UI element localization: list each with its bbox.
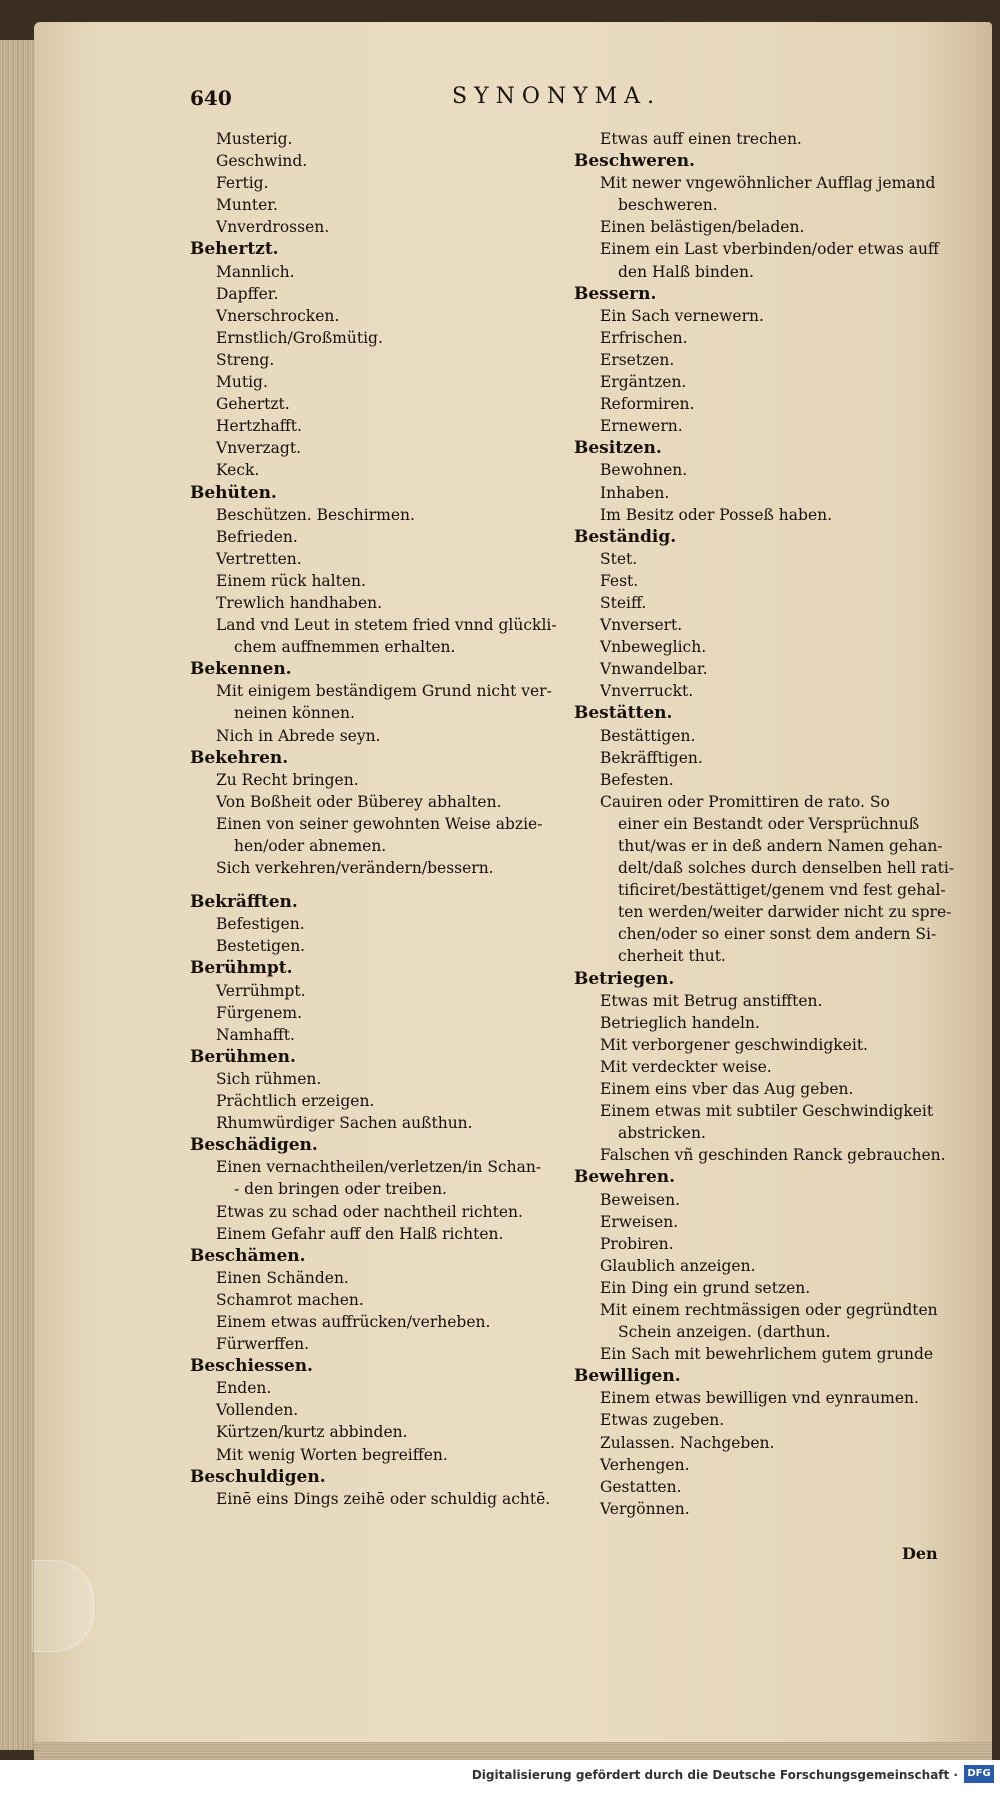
synonym-line: chem auffnemmen erhalten. [234,638,456,657]
synonym-line: Mit wenig Worten begreiffen. [216,1445,448,1464]
synonym-line: Etwas auff einen trechen. [600,130,802,148]
synonym-line: Einen vernachtheilen/verletzen/in Schan- [216,1158,542,1177]
synonym-line: Vnerschrocken. [216,306,340,325]
synonym-line: Einen von seiner gewohnten Weise abzie- [216,814,543,833]
synonym-line: hen/oder abnemen. [234,837,387,855]
headword: Betriegen. [574,968,675,989]
synonym-line: Fürgenem. [216,1003,303,1022]
headword: Berühmen. [190,1046,296,1067]
synonym-line: thut/was er in deß andern Namen gehan- [618,837,943,855]
running-head: SYNONYMA. [452,84,662,109]
synonym-line: Prächtlich erzeigen. [216,1092,375,1111]
synonym-line: Streng. [216,350,275,369]
synonym-line: Verrühmpt. [216,981,306,1000]
synonym-line: Vertretten. [216,549,302,568]
synonym-line: Ernstlich/Großmütig. [216,328,383,347]
synonym-line: chen/oder so einer sonst dem andern Si- [618,925,937,944]
headword: Beschädigen. [190,1135,318,1156]
headword: Beständig. [574,526,677,547]
headword: Berühmpt. [190,958,293,979]
synonym-line: Trewlich handhaben. [216,593,383,612]
synonym-line: Einen belästigen/beladen. [600,218,805,237]
synonym-line: Gehertzt. [216,395,290,414]
headword: Beschuldigen. [190,1466,326,1487]
page-edge-bottom [34,1742,992,1760]
synonym-line: Mutig. [216,373,268,392]
headword: Beschiessen. [190,1356,313,1377]
synonym-line: abstricken. [618,1124,706,1143]
synonym-line: Befesten. [600,770,674,789]
synonym-line: Ein Ding ein grund setzen. [600,1278,811,1297]
synonym-line: Ersetzen. [600,350,675,369]
synonym-line: Kürtzen/kurtz abbinden. [216,1423,408,1442]
synonym-line: Etwas mit Betrug anstifften. [600,991,823,1010]
synonym-line: Reformiren. [600,395,695,414]
synonym-line: Betrieglich handeln. [600,1013,760,1032]
synonym-line: Zu Recht bringen. [216,770,359,789]
headword: Bekräfften. [190,892,298,913]
synonym-line: Sich rühmen. [216,1069,322,1088]
synonym-line: Musterig. [216,130,293,148]
synonym-line: den Halß binden. [618,262,754,281]
headword: Behertzt. [190,239,279,260]
synonym-line: Mit einigem beständigem Grund nicht ver- [216,682,552,701]
synonym-line: Land vnd Leut in stetem fried vnnd glückli- [216,616,557,635]
synonym-line: Fertig. [216,174,269,193]
synonym-line: Einem etwas auffrücken/verheben. [216,1312,491,1331]
synonym-line: Bewohnen. [600,461,688,480]
synonym-line: Vnverdrossen. [216,218,330,237]
catchword: Den [902,1544,938,1563]
headword: Bewilligen. [574,1366,681,1387]
synonym-line: Etwas zugeben. [600,1411,725,1430]
headword: Besitzen. [574,438,662,459]
headword: Behüten. [190,482,277,503]
dfg-logo: DFG [964,1765,994,1783]
synonym-line: Im Besitz oder Posseß haben. [600,505,833,524]
synonym-line: Einem Gefahr auff den Halß richten. [216,1224,504,1243]
synonym-line: cherheit thut. [618,947,726,966]
synonym-line: Hertzhafft. [216,417,302,436]
synonym-line: Schein anzeigen. (darthun. [618,1323,831,1342]
synonym-line: Ergäntzen. [600,373,687,392]
synonym-line: Bestetigen. [216,937,306,956]
synonym-line: Einem etwas mit subtiler Geschwindigkeit [600,1102,934,1121]
footer-credit: Digitalisierung gefördert durch die Deutsche Forschungsgemeinschaft · [471,1768,958,1782]
synonym-line: Bestättigen. [600,726,696,745]
synonym-line: Mit verborgener geschwindigkeit. [600,1035,868,1054]
synonym-line: Ein Sach vernewern. [600,306,764,325]
headword: Bestätten. [574,703,673,724]
synonym-line: Cauiren oder Promittiren de rato. So [600,792,890,811]
synonym-line: beschweren. [618,196,718,215]
synonym-line: Dapffer. [216,284,279,303]
synonym-line: Namhafft. [216,1025,295,1044]
synonym-line: einer ein Bestandt oder Versprüchnuß [618,814,920,833]
headword: Bewehren. [574,1167,676,1188]
page-number: 640 [190,86,232,110]
page-edge-left [0,40,38,1750]
synonym-line: Vnverzagt. [216,439,302,458]
synonym-line: Inhaben. [600,483,670,502]
synonym-line: Probiren. [600,1234,674,1253]
synonym-line: Befestigen. [216,915,305,934]
synonym-line: Vergönnen. [600,1499,690,1518]
synonym-line: Glaublich anzeigen. [600,1256,756,1275]
synonym-line: Vnbeweglich. [600,638,707,657]
synonym-line: Vnverruckt. [600,682,694,701]
synonym-line: Fürwerffen. [216,1335,310,1354]
headword: Bekennen. [190,659,292,680]
synonym-line: Enden. [216,1379,272,1398]
synonym-line: Falschen vñ geschinden Ranck gebrauchen. [600,1146,946,1165]
synonym-line: Mannlich. [216,262,295,281]
synonym-line: Mit verdeckter weise. [600,1057,772,1076]
synonym-line: Vnversert. [600,616,683,635]
synonym-line: Mit newer vngewöhnlicher Aufflag jemand [600,174,936,193]
synonym-line: Ein Sach mit bewehrlichem gutem grunde [600,1345,934,1364]
synonym-line: ten werden/weiter darwider nicht zu spre- [618,903,952,922]
synonym-line: Einē eins Dings zeihē oder schuldig achtē. [216,1489,551,1508]
synonym-line: delt/daß solches durch denselben hell rati- [618,859,955,878]
synonym-line: Munter. [216,196,278,215]
synonym-line: Von Boßheit oder Büberey abhalten. [216,792,502,811]
headword: Bekehren. [190,747,289,768]
synonym-line: Bekräfftigen. [600,748,703,767]
synonym-line: Fest. [600,571,639,590]
synonym-line: Mit einem rechtmässigen oder gegründten [600,1300,938,1319]
synonym-line: Erfrischen. [600,328,688,347]
synonym-line: Stet. [600,549,638,568]
synonym-line: Vollenden. [216,1401,299,1420]
synonym-line: - den bringen oder treiben. [234,1180,447,1199]
synonym-line: Rhumwürdiger Sachen außthun. [216,1114,473,1133]
right-column [574,128,955,1520]
headword: Beschämen. [190,1245,306,1266]
synonym-line: Erweisen. [600,1212,679,1231]
synonym-line: Einen Schänden. [216,1268,349,1287]
synonym-line: Schamrot machen. [216,1290,364,1309]
synonym-line: neinen können. [234,704,355,723]
synonym-line: Steiff. [600,593,647,612]
synonym-line: Verhengen. [600,1455,690,1474]
synonym-line: Etwas zu schad oder nachtheil richten. [216,1202,523,1221]
synonym-line: Einem etwas bewilligen vnd eynraumen. [600,1389,919,1408]
synonym-line: Einem rück halten. [216,571,366,590]
synonym-line: Beweisen. [600,1190,680,1209]
synonym-line: Einem eins vber das Aug geben. [600,1080,854,1099]
headword: Bessern. [574,283,657,304]
synonym-line: Gestatten. [600,1477,682,1496]
synonym-line: Beschützen. Beschirmen. [216,505,415,524]
left-column [190,128,575,1510]
headword: Beschweren. [574,151,695,172]
synonym-line: Zulassen. Nachgeben. [600,1433,775,1452]
synonym-line: Sich verkehren/verändern/bessern. [216,859,494,878]
synonym-line: Ernewern. [600,417,683,436]
synonym-line: Einem ein Last vberbinden/oder etwas auff [600,240,939,259]
synonym-line: Geschwind. [216,152,308,171]
synonym-line: Befrieden. [216,527,298,546]
synonym-line: Vnwandelbar. [600,660,708,679]
synonym-line: tificiret/bestättiget/genem vnd fest gehal- [618,881,946,900]
synonym-line: Keck. [216,461,260,480]
synonym-line: Nich in Abrede seyn. [216,726,381,745]
